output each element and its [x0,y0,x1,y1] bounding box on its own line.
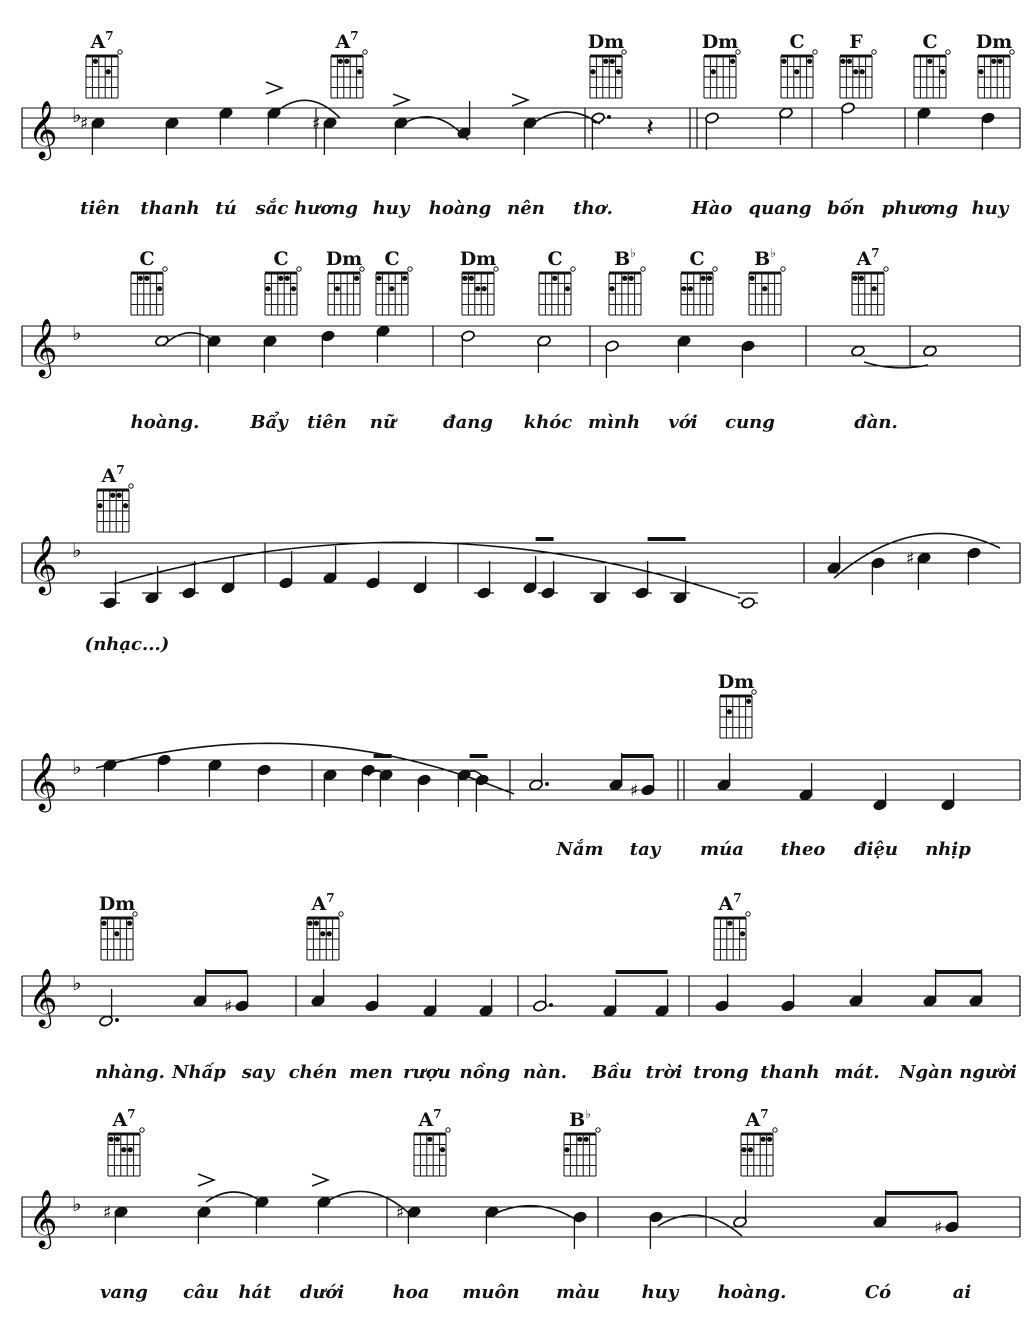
sharp-icon: ♯ [224,997,233,1017]
note [323,546,338,584]
treble-clef-icon: 𝄞 [28,1189,58,1247]
chord-symbol: Dm [975,31,1013,53]
chord-suffix: 7 [433,1107,442,1121]
lyric-word: hương [294,198,358,219]
lyric-word: thanh [140,198,200,219]
lyric-word: tú [215,198,237,219]
chord-diagram-icon [781,50,817,98]
lyric-word: quang [748,198,812,219]
note [396,1203,421,1244]
svg-text:𝄽: 𝄽 [646,113,654,143]
chord-diagram-icon [714,912,750,960]
flat-key-signature-icon: ♭ [72,103,82,127]
flat-key-signature-icon: ♭ [72,1192,82,1216]
note [705,112,720,150]
staff-system [22,535,1020,596]
lyric-word: Ngàn [899,1062,953,1083]
sharp-icon: ♯ [934,1218,943,1238]
note [573,1211,588,1249]
note [321,330,336,368]
chord-diagram-icon [539,267,575,315]
note [655,979,670,1017]
lyric-word: sắc [255,198,289,219]
note [100,571,120,609]
lyric-word: tay [629,839,661,860]
lyric-word: nàn. [522,1062,568,1083]
note [609,753,624,791]
lyric-word: chén [288,1062,338,1083]
chord-diagram-icon [564,1128,600,1176]
staff-notes [103,1174,959,1249]
note [155,335,170,347]
note [221,556,236,594]
lyric-word: hoàng. [130,412,200,433]
note [474,561,494,599]
note [417,774,432,812]
note [361,764,376,802]
chord-symbol: C [139,248,155,270]
note [485,1206,500,1244]
lyric-word: Bẩy [250,412,288,433]
chord-symbol: Dm [587,31,625,53]
staff-notes [155,325,938,378]
note [670,566,690,604]
chord-diagram-icon [131,267,167,315]
chord-diagram-icon [376,267,412,315]
chord-suffix: 7 [733,891,742,905]
chord-symbol: $A^7$ [335,29,359,53]
lyric-word: Nhấp [172,1062,226,1083]
lyric-word: hát [238,1282,272,1303]
note [157,754,172,792]
note [941,773,956,811]
note [538,561,558,599]
lyric-word: đang [443,412,493,433]
treble-clef-icon: 𝄞 [28,968,58,1026]
chord-suffix: 7 [350,29,359,43]
note [311,969,326,1007]
lyric-row [100,1282,971,1303]
chord-symbol: B♭ [614,246,636,270]
lyric-word: (nhạc...) [84,634,170,655]
sharp-icon: ♯ [103,1203,112,1223]
chord-symbol: Dm [717,671,755,693]
lyric-word: rượu [403,1062,451,1083]
staff-system [22,100,1020,161]
chord-diagram-icon [720,690,756,738]
chord-symbol: B♭ [754,246,776,270]
lyric-word: câu [183,1282,219,1303]
sharp-icon: ♯ [80,114,89,134]
note [423,979,438,1017]
staff-system [22,1189,1020,1250]
staff-notes [96,743,955,812]
accent-mark [312,1174,328,1186]
chord-suffix: 7 [127,1107,136,1121]
lyric-word: Nắm [556,839,604,860]
lyric-word: nữ [369,412,397,433]
note [827,536,842,574]
note [923,345,938,357]
slur [658,1215,742,1236]
sharp-icon: ♯ [906,549,915,569]
chord-symbol: Dm [459,248,497,270]
chord-diagram-icon [331,50,367,98]
note [267,107,282,145]
lyric-word: cung [725,412,775,433]
lyric-word: Hào [691,198,733,219]
chord-diagram-icon [86,50,122,98]
lyric-word: Có [864,1282,892,1303]
chord-suffix: 7 [326,891,335,905]
chord-diagram-icon [609,267,645,315]
lyric-word: múa [700,839,744,860]
rest [646,113,654,143]
note [365,974,380,1012]
note [923,969,938,1007]
flat-key-signature-icon: ♭ [72,971,82,995]
lyric-word: dưới [299,1282,345,1303]
lyric-word: hoa [392,1282,430,1303]
lyric-word: mát. [834,1062,880,1083]
note [533,974,553,1012]
note [632,561,652,599]
text-layer [80,29,1017,1303]
lyric-word: vang [100,1282,148,1303]
chord-diagram-icon [97,484,133,532]
lyric-word: huy [372,198,410,219]
note [323,769,338,807]
lyric-word: Bầu [592,1062,632,1083]
lyric-word: men [349,1062,393,1083]
staff-system [22,318,1020,379]
note [715,974,730,1012]
chord-symbol: C [273,248,289,270]
lyric-row [555,838,971,860]
note [849,969,864,1007]
note [376,325,391,363]
note [717,753,732,791]
lyric-word: tiên [307,412,347,433]
lyric-word: trong [693,1062,749,1083]
chord-diagram-icon [108,1128,144,1176]
note [741,340,756,378]
lyric-word: thơ. [573,198,613,219]
slur [864,362,928,368]
chord-diagram-icon [462,267,498,315]
sharp-icon: ♯ [630,781,639,801]
chord-diagram-icon [101,912,137,960]
chord-symbol: C [547,248,563,270]
lyric-word: trời [645,1062,683,1083]
chord-symbol: Dm [701,31,739,53]
chord-symbol: C [922,31,938,53]
lyric-word: say [241,1062,275,1083]
chord-suffix: ♭ [770,246,776,260]
chord-diagram-icon [704,50,740,98]
flat-key-signature-icon: ♭ [72,321,82,345]
chord-suffix: 7 [116,463,125,477]
lyric-word: nhàng. [95,1062,165,1083]
chord-symbol: C [689,248,705,270]
note [799,763,814,801]
note [873,1190,888,1228]
chord-symbol: $A^7$ [90,29,114,53]
lyric-row [131,409,898,433]
sharp-icon: ♯ [396,1203,405,1223]
lyric-word: thanh [760,1062,820,1083]
chord-row [108,1107,777,1176]
note [529,753,549,791]
note [851,345,866,357]
note [649,1211,664,1249]
note [457,101,472,139]
chord-suffix: 7 [105,29,114,43]
chord-diagram-icon [681,267,717,315]
chord-symbol: F [849,31,863,53]
lyric-row [80,197,1010,219]
chord-suffix: ♭ [585,1107,591,1121]
lyric-word: với [668,412,698,433]
chord-diagram-icon [414,1128,450,1176]
lyric-word: người [959,1062,1017,1083]
chord-diagram-icon [590,50,626,98]
slur [166,333,212,343]
accent-mark [198,1174,214,1186]
accent-mark [512,94,528,106]
note [917,107,932,145]
treble-clef-icon: 𝄞 [28,752,58,810]
slur [494,1206,580,1222]
lyric-word: nhịp [925,839,971,860]
chord-diagram-icon [840,50,876,98]
lyric-word: nên [507,198,545,219]
note [590,566,610,604]
lyric-word: mình [587,412,641,433]
note [523,556,538,594]
treble-clef-icon: 𝄞 [28,318,58,376]
lyric-word: phương [881,198,959,219]
note [738,593,758,609]
staff-notes [99,969,984,1027]
chord-symbol: $A^7$ [101,463,125,487]
note [197,1206,212,1244]
chord-diagram-icon [328,267,364,315]
chord-symbol: C [384,248,400,270]
lyric-word: muôn [462,1282,520,1303]
note [969,969,984,1007]
accent-mark [266,82,282,94]
chord-diagram-icon [307,912,343,960]
slur [276,100,340,118]
chord-row [718,671,756,738]
note [80,114,105,155]
lyric-word: theo [780,839,826,860]
chord-symbol: $A^7$ [311,891,335,915]
note [317,1196,332,1234]
note [413,556,428,594]
note [906,549,931,590]
chord-diagram-icon [741,1128,777,1176]
note [103,1203,128,1244]
lyric-word: đàn. [854,412,898,433]
note [981,112,996,150]
note [193,969,208,1007]
lyric-word: điệu [854,839,898,860]
chord-symbol: C [789,31,805,53]
chord-row [86,29,1014,98]
sharp-icon: ♯ [312,114,321,134]
note [461,330,476,368]
note [99,989,119,1027]
chord-suffix: ♭ [630,246,636,260]
chord-symbol: $A^7$ [856,246,880,270]
lyric-word: huy [971,198,1009,219]
note [591,112,611,150]
chord-symbol: $A^7$ [718,891,742,915]
lyric-word: huy [641,1282,679,1303]
note [733,1190,748,1228]
treble-clef-icon: 𝄞 [28,535,58,593]
chord-symbol: $A^7$ [418,1107,442,1131]
accent-mark [393,94,409,106]
note [537,335,552,373]
treble-clef-icon: 𝄞 [28,100,58,158]
staff-notes [100,533,1000,609]
lyric-row [95,1061,1017,1083]
chord-symbol: $A^7$ [745,1107,769,1131]
note [219,107,234,145]
lyric-row [85,634,170,655]
note [279,551,294,589]
note [779,107,794,145]
lyric-word: bốn [827,198,865,219]
note [257,764,272,802]
lyric-word: ai [952,1282,972,1303]
note [479,979,494,1017]
chord-suffix: 7 [871,246,880,260]
chord-diagram-icon [852,267,888,315]
flat-key-signature-icon: ♭ [72,755,82,779]
lyric-word: hoàng. [717,1282,787,1303]
note [781,974,796,1012]
chord-diagram-icon [978,50,1014,98]
chord-symbol: Dm [98,893,136,915]
chord-symbol: $A^7$ [112,1107,136,1131]
note [165,117,180,155]
lyric-word: khóc [523,412,573,433]
note [873,773,888,811]
chord-symbol: Dm [325,248,363,270]
note [263,335,278,373]
note [603,979,618,1017]
lyric-word: nồng [459,1062,511,1083]
flat-key-signature-icon: ♭ [72,538,82,562]
note [967,547,982,585]
lyric-word: màu [556,1282,600,1303]
note [208,759,223,797]
note [207,335,222,373]
staff-system [22,968,1020,1029]
lyric-word: hoàng [428,198,492,219]
note [841,102,856,140]
chord-row [97,463,133,532]
note [605,340,620,378]
staff-system [22,752,1020,813]
chord-diagram-icon [749,267,785,315]
note [871,557,886,595]
lyric-word: tiên [80,198,120,219]
chord-row [131,246,888,315]
chord-diagram-icon [914,50,950,98]
chord-diagram-icon [265,267,301,315]
note [379,769,394,807]
chord-suffix: 7 [760,1107,769,1121]
note [366,551,381,589]
chord-row [99,891,750,960]
chord-symbol: B♭ [569,1107,591,1131]
note [677,335,692,373]
